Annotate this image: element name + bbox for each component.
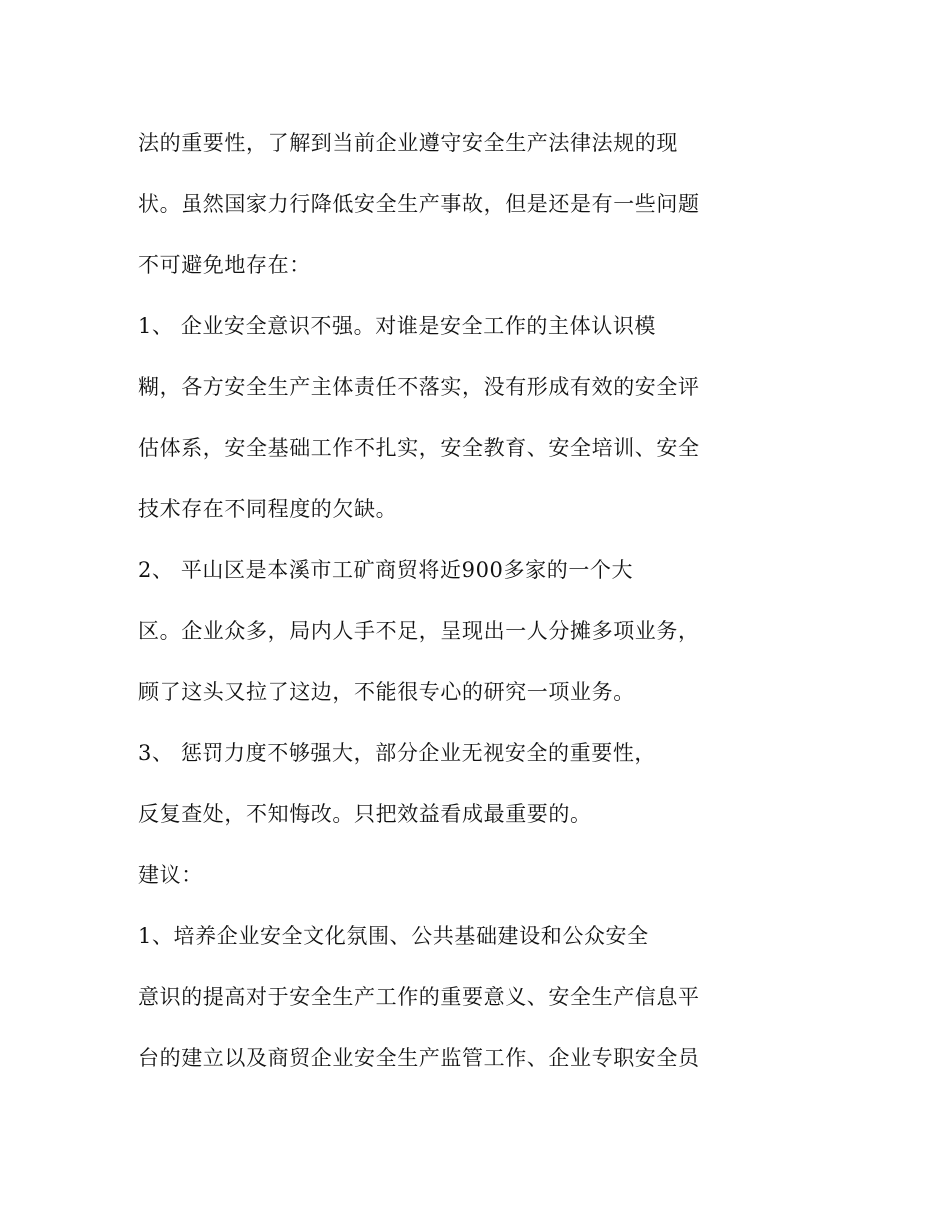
suggestion-item-1-line: 1、培养企业安全文化氛围、公共基础建设和公众安全 bbox=[138, 924, 649, 948]
paragraph-line: 状。虽然国家力行降低安全生产事故，但是还是有一些问题 bbox=[138, 192, 700, 216]
list-item-2-line: 2、 平山区是本溪市工矿商贸将近900多家的一个大 bbox=[138, 558, 634, 582]
section-heading-suggestions: 建议： bbox=[138, 863, 203, 887]
paragraph-line: 糊，各方安全生产主体责任不落实，没有形成有效的安全评 bbox=[138, 375, 700, 399]
list-item-1-line: 1、 企业安全意识不强。对谁是安全工作的主体认识模 bbox=[138, 314, 657, 338]
paragraph-line: 技术存在不同程度的欠缺。 bbox=[138, 497, 398, 521]
paragraph-line: 区。企业众多，局内人手不足，呈现出一人分摊多项业务， bbox=[138, 619, 700, 643]
paragraph-line: 估体系，安全基础工作不扎实，安全教育、安全培训、安全 bbox=[138, 436, 700, 460]
paragraph-line: 反复查处，不知悔改。只把效益看成最重要的。 bbox=[138, 802, 592, 826]
paragraph-line: 顾了这头又拉了这边，不能很专心的研究一项业务。 bbox=[138, 680, 635, 704]
list-item-3-line: 3、 惩罚力度不够强大，部分企业无视安全的重要性， bbox=[138, 741, 657, 765]
paragraph-line: 意识的提高对于安全生产工作的重要意义、安全生产信息平 bbox=[138, 985, 700, 1009]
paragraph-line: 法的重要性，了解到当前企业遵守安全生产法律法规的现 bbox=[138, 131, 678, 155]
paragraph-line: 不可避免地存在： bbox=[138, 253, 311, 277]
paragraph-line: 台的建立以及商贸企业安全生产监管工作、企业专职安全员 bbox=[138, 1046, 700, 1070]
